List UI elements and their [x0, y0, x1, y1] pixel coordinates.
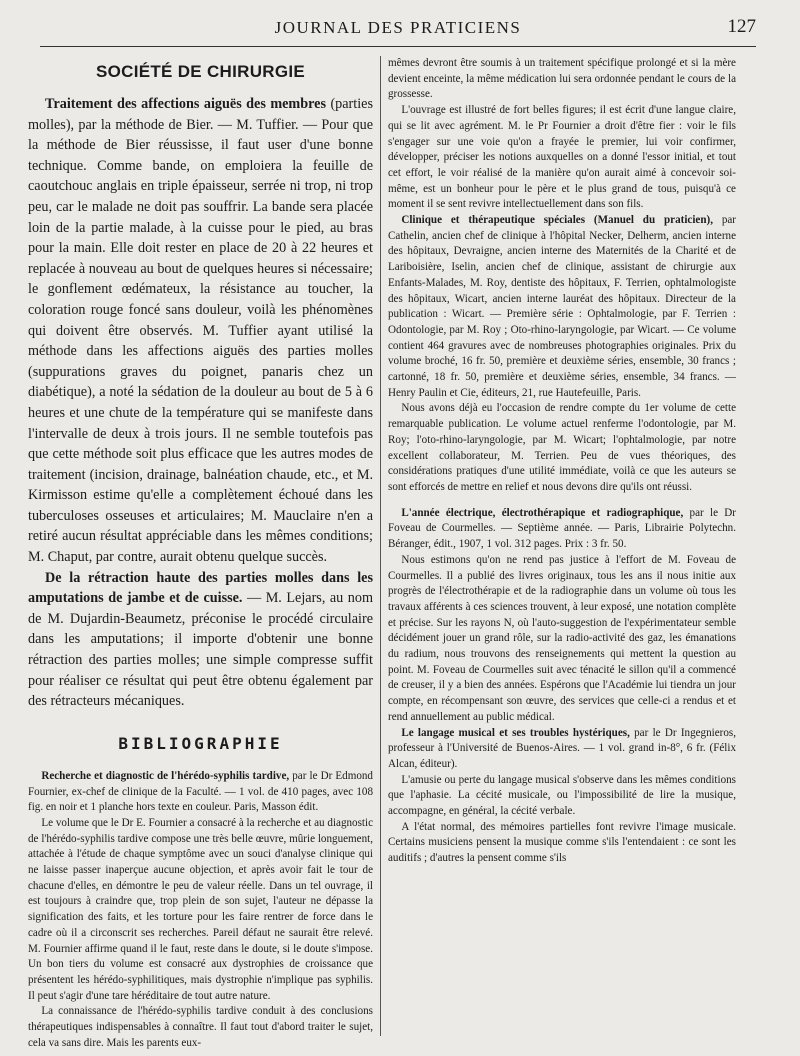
article-lead: Traitement des affections aiguës des membres: [45, 96, 326, 112]
review-text: par le Dr Ingegnieros, professeur à l'Université de Buenos-Aires. — 1 vol. grand in-8°, 6 fr. (Félix Alcan, éditeur).: [388, 726, 736, 770]
bibliography-left: [28, 769, 373, 1052]
article-retraction: [28, 568, 373, 712]
page-number: 127: [727, 16, 756, 37]
review-lead: Le langage musical et ses troubles hystériques,: [401, 726, 630, 739]
review-text: par le Dr Foveau de Courmelles. — Septième année. — Paris, Librairie Polytechn. Béranger, édit., 1907, 1 vol. 312 pages. Prix : 3 fr. 50.: [388, 506, 737, 551]
bibliography-title: BIBLIOGRAPHIE: [118, 733, 283, 753]
right-column: [388, 56, 736, 1042]
article-bier-method: [28, 94, 373, 568]
article-lead: De la rétraction haute des parties molles dans les amputations de jambe et de cuisse.: [28, 569, 373, 607]
review-clinique-therapeutique: [388, 213, 736, 401]
article-text: (parties molles), par la méthode de Bier. — M. Tuffier. — Pour que la méthode de Bier réussisse, il faut user d'une bonne technique. Comme bande, on emploiera la feuille de caoutchouc anglais en triple épaisseur, serrée ni trop, ni trop peu, car le malade ne doit pas souffrir. La bande sera placée loin de la partie malade, à la cuisse pour le pied, au bras pour la main. Elle doit rester en place de 20 à 22 heures et replacée à nouveau au bout de quelques heures si nécessaire; le gonflement œdémateux, la résistance au toucher, la coloration rouge foncé sans douleur, voilà les phénomènes qui doivent être observés. M. Tuffier ayant utilisé la méthode dans les affections aiguës des parties molles (suppurations graves du poignet, panaris chez un diabétique), a noté la sédation de la douleur au bout de 5 à 6 heures et une chute de la température qui se manifeste dans l'intervalle de deux à trois jours. Il ne semble toutefois pas que cette méthode soit plus efficace que les autres modes de traitement (incision, drainage, balnéation chaude, etc., et M. Kirmisson estime qu'elle a complètement échoué dans les tuberculoses osseuses et articulaires; M. Mauclaire n'en a retiré aucun résultat appréciable dans les mêmes conditions; M. Chaput, par contre, aurait obtenu quelque succès.: [28, 96, 373, 566]
review-paragraph: L'amusie ou perte du langage musical s'observe dans les mêmes conditions que l'aphasie. La cécité musicale, ou l'impossibilité de lire la musique, accompagne, en général, la cécité verbale.: [388, 773, 736, 818]
review-lead: L'année électrique, électrothérapique et radiographique,: [401, 506, 684, 519]
review-paragraph: A l'état normal, des mémoires partielles font revivre l'image musicale. Certains musiciens pensent la musique comme s'ils l'entendaient : ce sont les auditifs ; d'autres la pensent comme s'ils: [388, 820, 736, 865]
review-langage-musical: [388, 726, 736, 773]
column-divider: [380, 56, 381, 1036]
section-title: SOCIÉTÉ DE CHIRURGIE: [95, 62, 306, 81]
surgery-reports: [28, 94, 373, 712]
article-text: — M. Lejars, au nom de M. Dujardin-Beaumetz, préconise le procédé circulaire dans les amputations; il importe d'obtenir une bonne rétraction des parties molles; une simple compresse suffit pour réaliser ce résultat qui peut être obtenu également par des rétracteurs mécaniques.: [28, 590, 373, 710]
review-heredo-syphilis: [28, 769, 373, 816]
review-lead: Recherche et diagnostic de l'hérédo-syphilis tardive,: [41, 769, 290, 782]
review-paragraph: Nous estimons qu'on ne rend pas justice à l'effort de M. Foveau de Courmelles. Il a publié des livres originaux, tous les ans il nous initie aux progrès de l'électrothérapie et de la radiographie dans un volume où tous les travaux afférents à ces sciences trouvent, à leur exposé, une notation complète et précise. Sur les rayons N, où l'auto-suggestion de l'expérimentateur semble décidément jouer un grand rôle, sur la radio-activité des gaz, les émanations du radium, nous trouvons des renseignements qui mettent la question au point. M. Foveau de Courmelles suit avec ténacité le sillon qu'il a commencé de creuser, il y a bien des années. Espérons que l'Académie lui tiendra un jour compte, en récompensant son œuvre, des services que celle-ci a rendus et et rend annuellement au public médical.: [388, 553, 736, 723]
review-lead: Clinique et thérapeutique spéciales (Manuel du praticien),: [401, 214, 713, 227]
review-text: par le Dr Edmond Fournier, ex-chef de clinique de la Faculté. — 1 vol. de 410 pages, avec 108 fig. en noir et 1 planche hors texte en couleur. Paris, Masson édit.: [28, 769, 373, 814]
review-text: par Cathelin, ancien chef de clinique à l'hôpital Necker, Delherm, ancien interne des hôpitaux, Devraigne, ancien interne des Maternités de la Charité et de Lariboisière, Iselin, ancien chef de clinique, assistant de chirurgie aux Enfants-Malades, M. Roy, dentiste des hôpitaux, F. Terrien, ophtalmologiste des hôpitaux, Wicart, ancien interne lauréat des hôpitaux. Directeur de la publication : Wicart. — Première série : Ophtalmologie, par F. Terrien : Odontologie, par M. Roy ; Oto-rhino-laryngologie, par Wicart. — Ce volume contient 464 gravures avec de nombreuses photographies originales. Prix du volume broché, 16 fr. 50, première et deuxième séries, ensemble, 30 francs ; cartonné, 18 fr. 50, première et deuxième séries, ensemble, 34 francs. — Henry Paulin et Cie, éditeurs, 21, rue Hautefeuille, Paris.: [388, 214, 736, 399]
header-rule: [40, 46, 756, 47]
review-paragraph: Nous avons déjà eu l'occasion de rendre compte du 1er volume de cette remarquable publication. Le volume actuel renferme l'odontologie, par M. Roy; l'oto-rhino-laryngologie, par M. Wicart; l'ophtalmologie, par notre excellent collaborateur, M. Terrien. Peu de vues théoriques, des considérations pratiques d'une utilité immédiate, voilà ce que les auteurs se sont efforcés de mettre en relief et nous devons dire qu'ils ont réussi.: [388, 402, 736, 493]
running-title: JOURNAL DES PRATICIENS: [274, 18, 522, 37]
review-paragraph: mêmes devront être soumis à un traitement spécifique prolongé et si la mère devient enceinte, la même médication lui sera ordonnée pendant le cours de la grossesse.: [388, 57, 736, 101]
review-paragraph: La connaissance de l'hérédo-syphilis tardive conduit à des conclusions thérapeutiques indispensables à connaître. Il faut tout d'abord traiter le sujet, cela va sans dire. Mais les parents eux-: [28, 1005, 373, 1049]
page-header: [40, 16, 756, 44]
review-annee-electrique: [388, 506, 736, 553]
left-column: [28, 56, 373, 1049]
review-paragraph: L'ouvrage est illustré de fort belles figures; il est écrit d'une langue claire, qui se lit avec agrément. M. le Pr Fournier a droit d'être fier : voir le fils s'engager sur une voie qu'on a frayée le premier, lui voir confirmer, développer, préciser les notions auxquelles on a donné l'essor initial, et tout cet effort, le voir réalisé de la manière qu'on aurait aimé à concevoir soi-même, est un bonheur pour le père et le plus grand de tous, puisqu'à ce moment il se sent revivre intellectuellement dans son fils.: [388, 104, 736, 211]
review-paragraph: Le volume que le Dr E. Fournier a consacré à la recherche et au diagnostic de l'hérédo-syphilis tardive compose une très belle œuvre, mûrie longuement, attachée à l'étude de chaque symptôme avec un souci d'analyse clinique qui ne laisse passer inaperçue aucune objection, et après avoir fait le tour de chacune d'elles, en démontre le peu de valeur réelle. Dans un tel ouvrage, il est toujours à craindre que, trop plein de son sujet, l'auteur ne dépasse la signification des faits, et les torture pour les faire rentrer de force dans le cadre où il a circonscrit ses recherches. Pareil défaut ne saurait être relevé. M. Fournier affirme quand il le faut, reste dans le doute, si le doute s'impose. Un bon tiers du volume est consacré aux dystrophies de croissance que présentent les hérédo-syphilitiques, mais dystrophie n'implique pas syphilis. Il peut s'agir d'une tare héréditaire de tout autre nature.: [28, 816, 373, 1002]
